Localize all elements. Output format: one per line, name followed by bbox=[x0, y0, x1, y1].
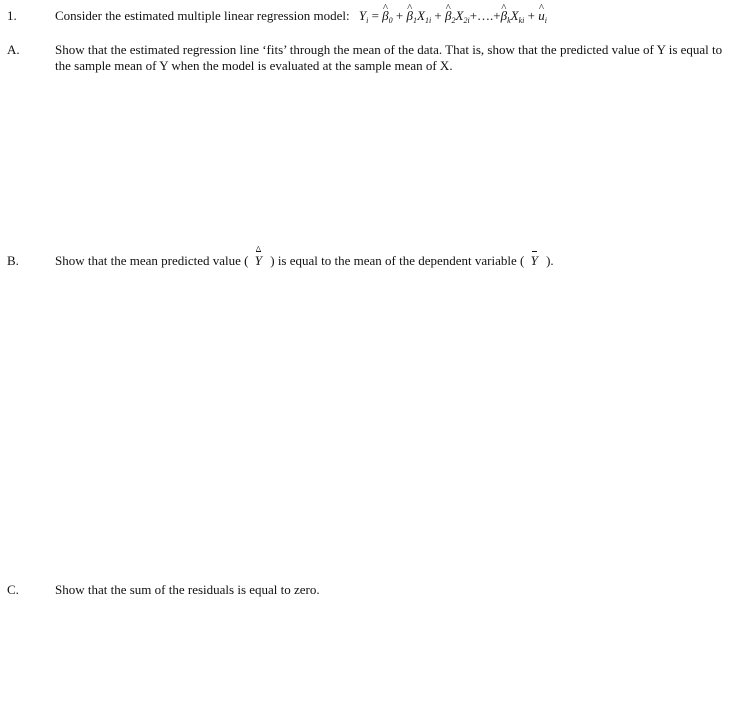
eq-residual: ^ u bbox=[538, 8, 545, 24]
part-b-text-after: ). bbox=[546, 253, 554, 268]
part-b-text-before: Show that the mean predicted value ( bbox=[55, 253, 249, 268]
eq-beta1-sub: 1 bbox=[412, 16, 417, 25]
eq-beta1: ^ β bbox=[407, 8, 413, 24]
eq-x2-sub: 2i bbox=[463, 16, 470, 25]
eq-beta0-sub: 0 bbox=[388, 16, 393, 25]
part-b-line bbox=[55, 253, 735, 269]
eq-residual-sub: i bbox=[544, 16, 547, 25]
eq-beta0: ^ β bbox=[382, 8, 388, 24]
part-c-text: Show that the sum of the residuals is equal to zero. bbox=[55, 582, 320, 597]
part-c-label: C. bbox=[7, 582, 19, 597]
regression-equation bbox=[359, 8, 547, 23]
question-intro: Consider the estimated multiple linear regression model: bbox=[55, 8, 350, 23]
eq-lhs: Y bbox=[358, 8, 367, 23]
part-a-text: Show that the estimated regression line ‘fits’ through the mean of the data. That is, show that the predicted value of Y is equal to the sample mean of Y when the model is evaluated at the sample mean of X. bbox=[55, 42, 723, 73]
eq-equals: = bbox=[371, 8, 379, 23]
eq-plus-2: + bbox=[434, 8, 442, 23]
eq-ellipsis: +….+ bbox=[469, 8, 501, 23]
eq-plus-3: + bbox=[527, 8, 535, 23]
eq-betak-sub: k bbox=[507, 16, 511, 25]
eq-lhs-sub: i bbox=[366, 16, 369, 25]
mean-y-symbol: Y bbox=[530, 253, 538, 268]
question-intro-line bbox=[55, 8, 735, 24]
eq-betak: ^ β bbox=[501, 8, 507, 24]
question-number: 1. bbox=[7, 8, 17, 23]
part-b-text-middle: ) is equal to the mean of the dependent variable ( bbox=[270, 253, 525, 268]
eq-x2: X bbox=[455, 8, 464, 23]
eq-plus-1: + bbox=[395, 8, 404, 23]
eq-xk: X bbox=[510, 8, 519, 23]
part-b-label: B. bbox=[7, 253, 19, 268]
eq-beta2-sub: 2 bbox=[451, 16, 456, 25]
eq-beta2: ^ β bbox=[445, 8, 451, 24]
part-a-label: A. bbox=[7, 42, 20, 57]
mean-predicted-y-symbol: ^ Y bbox=[255, 253, 262, 269]
eq-xk-sub: ki bbox=[518, 16, 525, 25]
eq-x1-sub: 1i bbox=[424, 16, 432, 25]
eq-x1: X bbox=[416, 8, 425, 23]
